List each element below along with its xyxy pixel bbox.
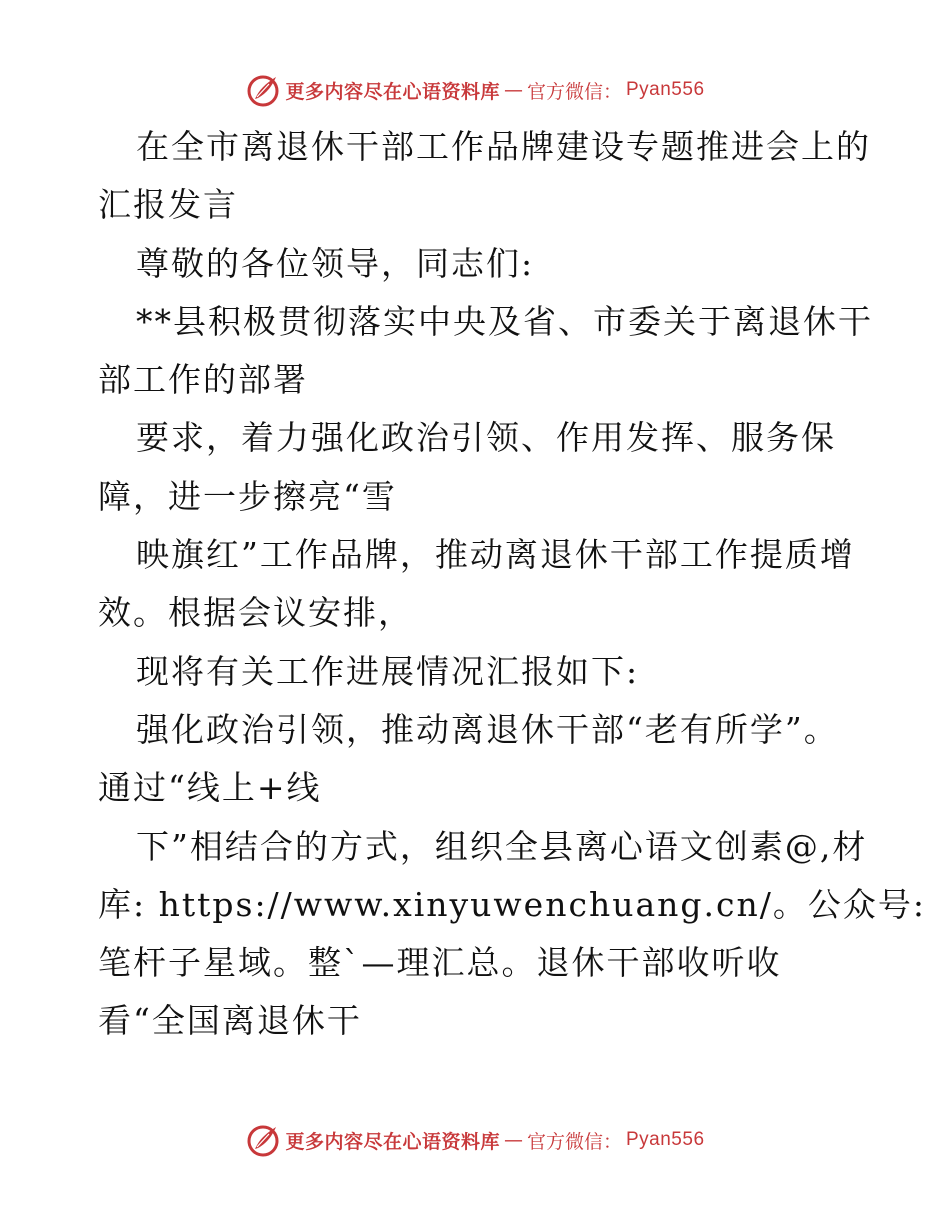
banner-separator: — — [503, 1129, 523, 1151]
document-body — [98, 118, 926, 1051]
banner-brand: 更多内容尽在心语资料库 — [285, 80, 500, 103]
banner-wechat-id: Pyan556 — [626, 79, 705, 100]
quill-logo-icon — [245, 72, 281, 108]
paragraph-line: 要求，着力强化政治引领、作用发挥、服务保 — [136, 418, 836, 458]
title-line-2: 汇报发言 — [98, 185, 238, 225]
header-banner — [0, 70, 950, 110]
footer-banner — [0, 1120, 950, 1160]
paragraph-line: 笔杆子星域。整`—理汇总。退休干部收听收 — [98, 943, 782, 983]
salutation: 尊敬的各位领导，同志们: — [136, 243, 535, 283]
banner-wechat-id: Pyan556 — [626, 1129, 705, 1150]
title-line-1: 在全市离退休干部工作品牌建设专题推进会上的 — [136, 127, 871, 166]
paragraph-line: 效。根据会议安排， — [98, 593, 413, 633]
paragraph-line: 通过“线上+线 — [98, 768, 322, 808]
paragraph-line: 现将有关工作进展情况汇报如下: — [136, 651, 640, 691]
banner-label: 官方微信： — [526, 1130, 622, 1153]
banner-separator: — — [503, 79, 523, 101]
paragraph-line: 映旗红”工作品牌，推动离退休干部工作提质增 — [136, 535, 855, 575]
paragraph-line: 障，进一步擦亮“雪 — [98, 476, 397, 516]
paragraph-line: 看“全国离退休干 — [98, 1001, 362, 1041]
quill-logo-icon — [245, 1122, 281, 1158]
banner-label: 官方微信： — [526, 80, 622, 103]
paragraph-line: 库: https://www.xinyuwenchuang.cn/。公众号: — [98, 884, 926, 924]
banner-brand: 更多内容尽在心语资料库 — [285, 1130, 500, 1153]
paragraph-line: 下”相结合的方式，组织全县离心语文创素@,材 — [136, 826, 868, 866]
paragraph-line: 强化政治引领，推动离退休干部“老有所学”。 — [136, 709, 839, 749]
paragraph-line: 部工作的部署 — [98, 360, 308, 400]
paragraph-line: **县积极贯彻落实中央及省、市委关于离退休干 — [136, 301, 873, 341]
